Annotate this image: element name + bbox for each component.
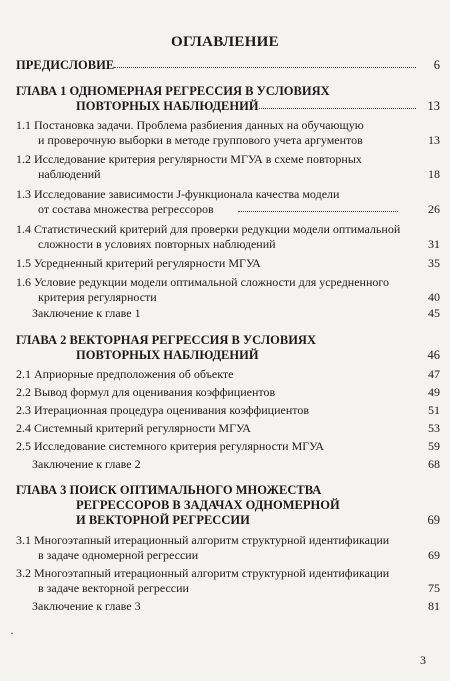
chapter-3-conclusion-label: Заключение к главе 3 [32,599,141,613]
chapter-3-title-line-1: ГЛАВА 3 ПОИСК ОПТИМАЛЬНОГО МНОЖЕСТВА [16,483,322,497]
toc-preface-page: 6 [433,58,440,72]
chapter-3-conclusion-page: 81 [428,599,440,613]
chapter-2-page: 46 [427,348,440,362]
section-1-2-line-2: наблюдений [38,167,101,181]
chapter-1-conclusion-page: 45 [428,306,440,320]
section-2-5-label: 2.5 Исследование системного критерия регулярности МГУА [16,439,325,453]
toc-chapter-3-title [16,483,440,497]
section-2-1-page: 47 [428,367,440,381]
toc-section-3-1 [16,533,440,547]
toc-chapter-3-conclusion [16,599,440,613]
section-1-3-line-1: 1.3 Исследование зависимости J-функционала качества модели [16,187,340,201]
section-3-1-line-1: 3.1 Многоэтапный итерационный алгоритм структурной идентификации [16,533,390,547]
section-3-1-page: 69 [428,548,440,562]
section-2-5-page: 59 [428,439,440,453]
toc-title: ОГЛАВЛЕНИЕ [171,34,279,50]
section-2-1-label: 2.1 Априорные предположения об объекте [16,367,234,381]
section-2-2-page: 49 [428,385,440,399]
toc-section-1-1 [16,118,440,132]
section-3-2-page: 75 [428,581,440,595]
chapter-2-conclusion-page: 68 [428,457,440,471]
toc-section-3-1-b [16,548,440,562]
toc-section-1-2 [16,152,440,166]
toc-section-1-2-b [16,167,440,181]
toc-section-1-6 [16,275,440,289]
toc-section-2-5 [16,439,440,453]
toc-section-1-4 [16,222,440,236]
chapter-3-title-line-3: И ВЕКТОРНОЙ РЕГРЕССИИ [76,513,250,527]
leader-dots [259,108,416,109]
page-number: 3 [420,653,426,667]
section-1-2-line-1: 1.2 Исследование критерия регулярности МГУА в схеме повторных [16,152,362,166]
toc-chapter-2-title [16,333,440,347]
toc-chapter-1-title-2 [16,99,440,113]
toc-section-2-4 [16,421,440,435]
section-2-3-label: 2.3 Итерационная процедура оценивания коэффициентов [16,403,310,417]
toc-section-1-1-b [16,133,440,147]
section-1-4-line-1: 1.4 Статистический критерий для проверки редукции модели оптимальной [16,222,401,236]
toc-preface [16,58,440,72]
chapter-1-conclusion-label: Заключение к главе 1 [32,306,141,320]
toc-chapter-3-title-2 [16,498,440,512]
section-1-6-line-2: критерия регулярности [38,290,157,304]
leader-dots [114,67,416,68]
toc-section-3-2-b [16,581,440,595]
section-1-2-page: 18 [428,167,440,181]
chapter-3-page: 69 [427,513,440,527]
toc-section-2-3 [16,403,440,417]
chapter-2-conclusion-label: Заключение к главе 2 [32,457,141,471]
section-1-3-page: 26 [428,202,440,216]
toc-section-1-3-b [16,202,440,216]
section-1-6-page: 40 [428,290,440,304]
section-2-3-page: 51 [428,403,440,417]
section-2-2-label: 2.2 Вывод формул для оценивания коэффициентов [16,385,276,399]
chapter-1-page: 13 [427,99,440,113]
chapter-2-title-line-2: ПОВТОРНЫХ НАБЛЮДЕНИЙ [76,348,259,362]
section-1-4-page: 31 [428,237,440,251]
section-1-6-line-1: 1.6 Условие редукции модели оптимальной сложности для усредненного [16,275,390,289]
toc-chapter-1-conclusion [16,306,440,320]
chapter-1-title-line-2: ПОВТОРНЫХ НАБЛЮДЕНИЙ [76,99,259,113]
toc-chapter-3-title-3 [16,513,440,527]
toc-section-1-4-b [16,237,440,251]
chapter-2-title-line-1: ГЛАВА 2 ВЕКТОРНАЯ РЕГРЕССИЯ В УСЛОВИЯХ [16,333,316,347]
section-1-5-line-1: 1.5 Усредненный критерий регулярности МГУА [16,256,261,270]
stray-mark: · [10,626,14,640]
chapter-3-title-line-2: РЕГРЕССОРОВ В ЗАДАЧАХ ОДНОМЕРНОЙ [76,498,340,512]
section-1-4-line-2: сложности в условиях повторных наблюдений [38,237,276,251]
chapter-1-title-line-1: ГЛАВА 1 ОДНОМЕРНАЯ РЕГРЕССИЯ В УСЛОВИЯХ [16,84,330,98]
toc-section-1-3 [16,187,440,201]
section-1-1-line-1: 1.1 Постановка задачи. Проблема разбиения данных на обучающую [16,118,364,132]
toc-preface-label: ПРЕДИСЛОВИЕ [16,58,115,72]
toc-section-2-2 [16,385,440,399]
toc-chapter-2-title-2 [16,348,440,362]
toc-chapter-2-conclusion [16,457,440,471]
toc-section-1-6-b [16,290,440,304]
section-3-2-line-2: в задаче векторной регрессии [38,581,189,595]
section-2-4-page: 53 [428,421,440,435]
section-1-1-line-2: и проверочную выборки в методе группового учета аргументов [38,133,363,147]
toc-section-2-1 [16,367,440,381]
section-1-1-page: 13 [428,133,440,147]
section-1-5-page: 35 [428,256,440,270]
toc-section-3-2 [16,566,440,580]
section-3-2-line-1: 3.2 Многоэтапный итерационный алгоритм структурной идентификации [16,566,390,580]
section-1-3-line-2: от состава множества регрессоров [38,202,214,216]
leader-dots [238,211,398,212]
toc-section-1-5 [16,256,440,270]
toc-chapter-1-title [16,84,440,98]
section-2-4-label: 2.4 Системный критерий регулярности МГУА [16,421,251,435]
section-3-1-line-2: в задаче одномерной регрессии [38,548,199,562]
